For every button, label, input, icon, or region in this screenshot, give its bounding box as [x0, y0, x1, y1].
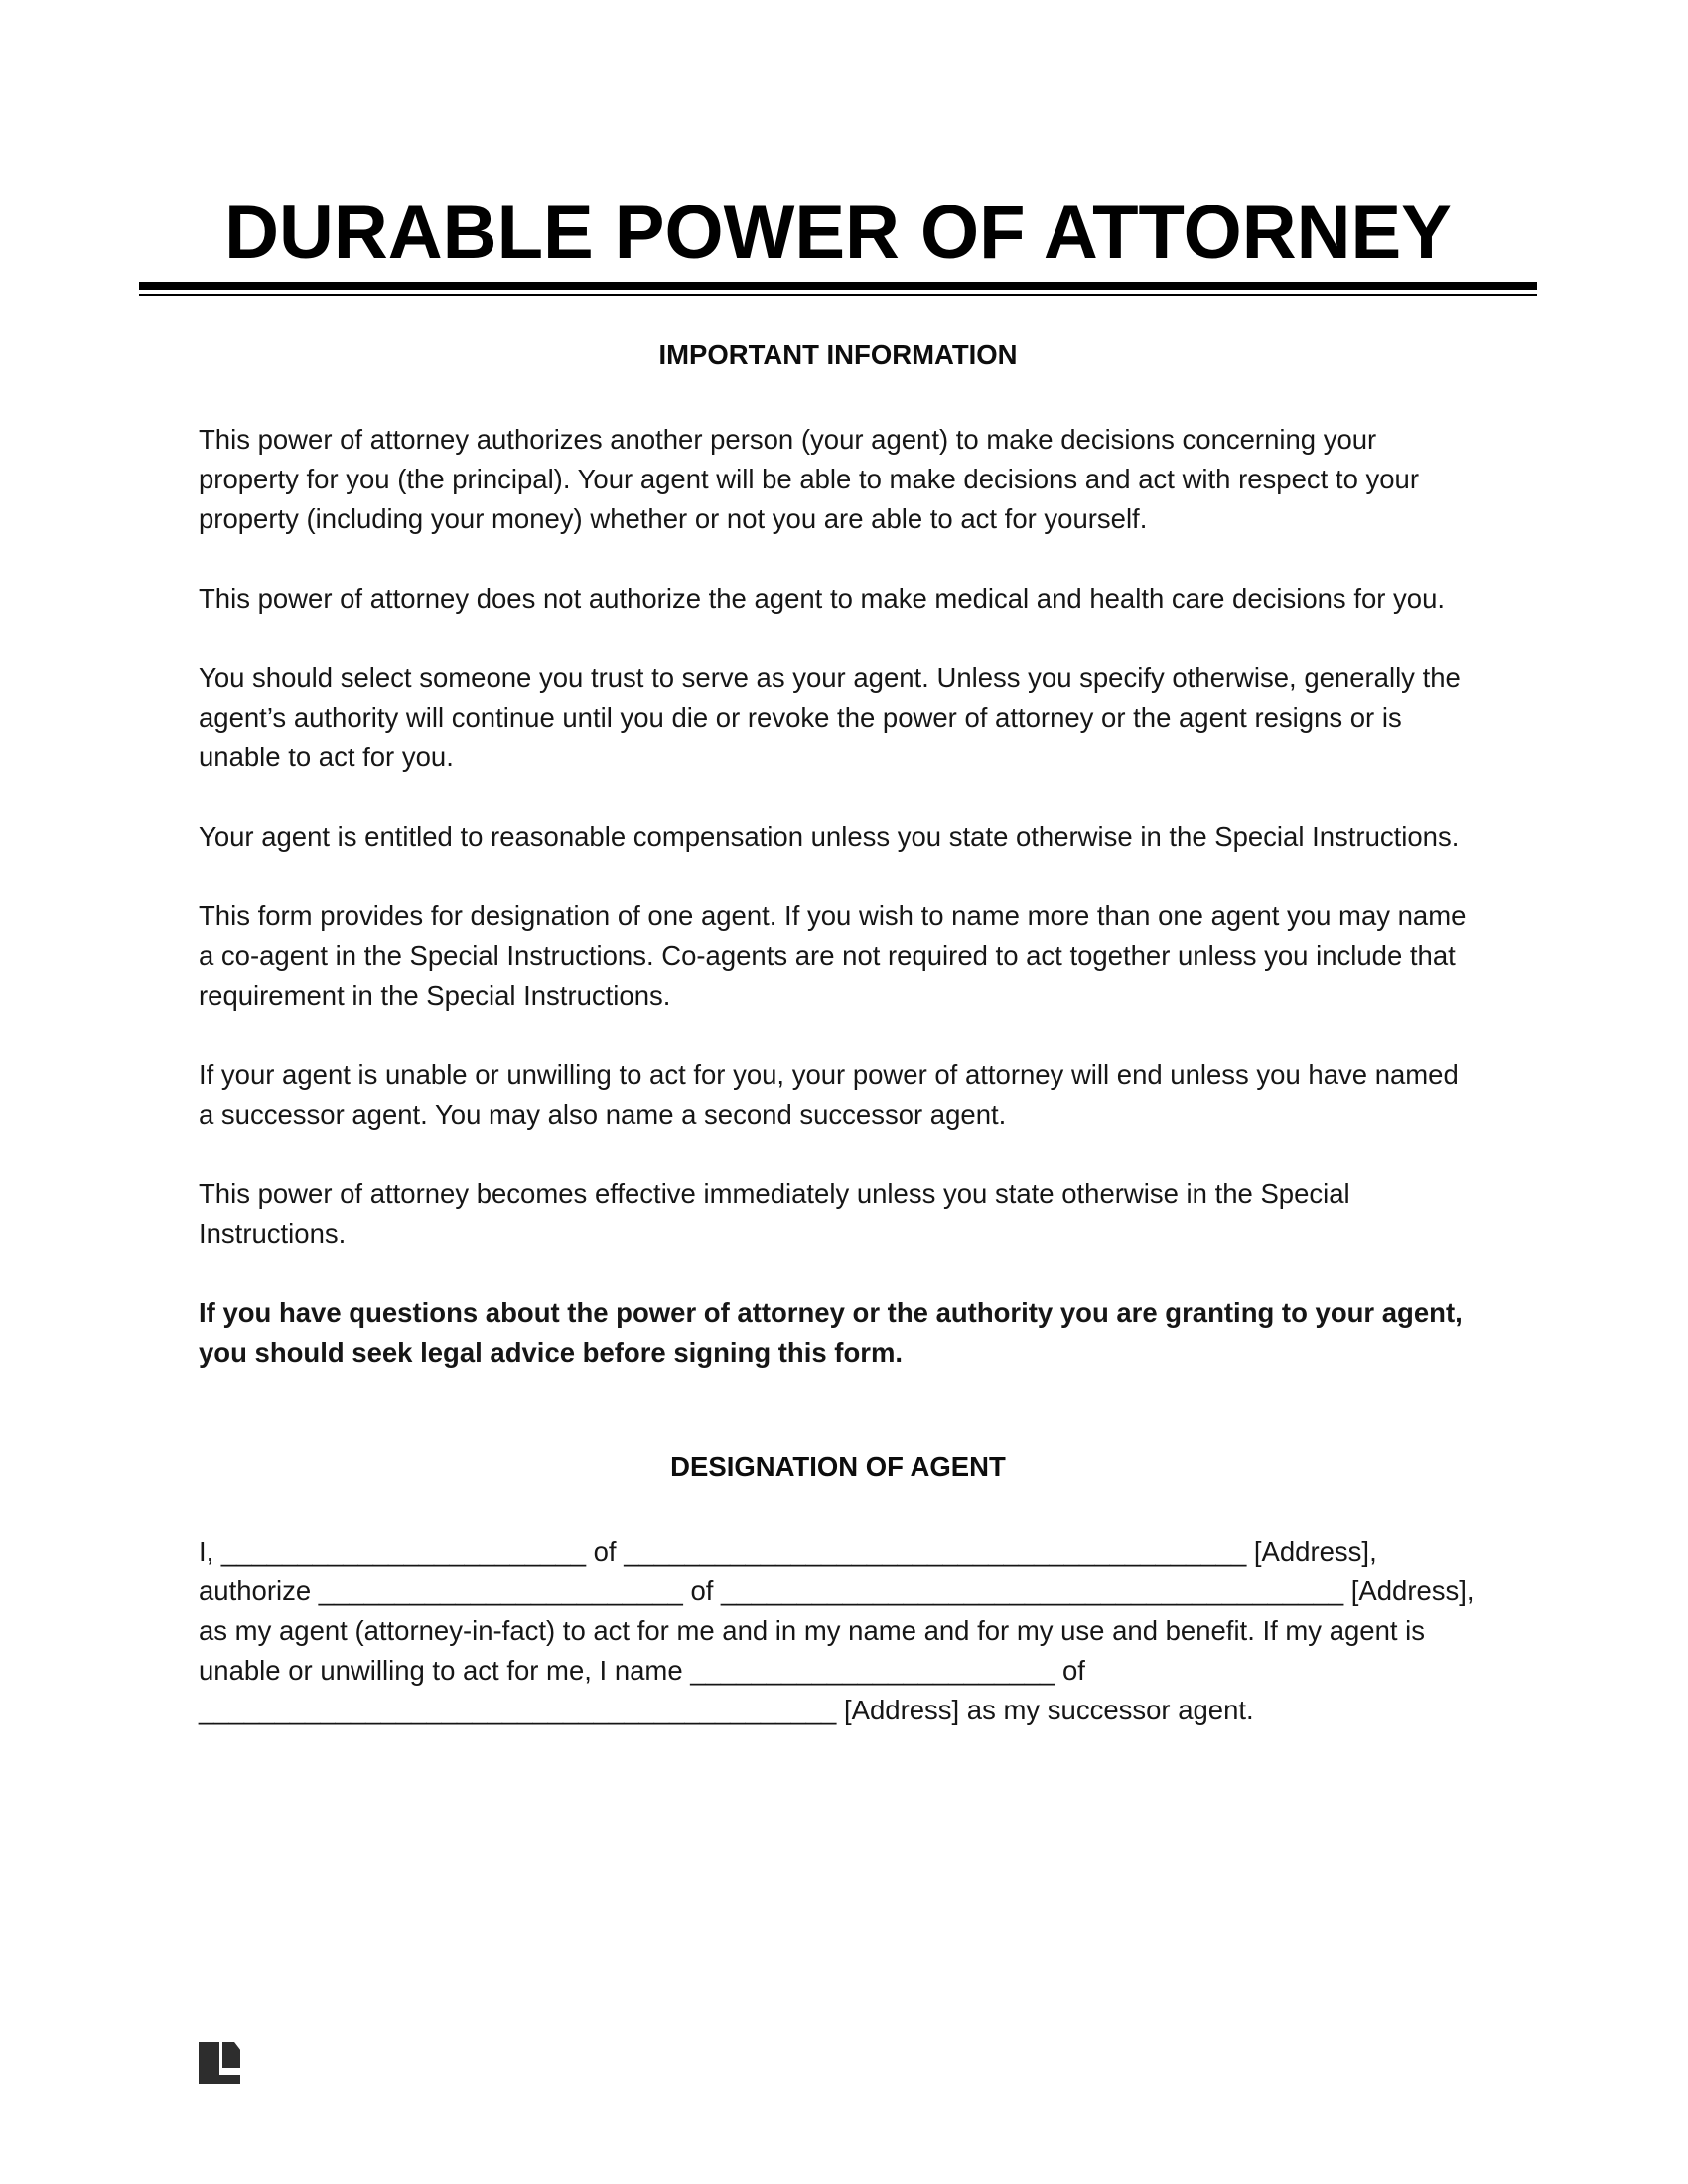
- document-title: DURABLE POWER OF ATTORNEY: [224, 191, 1452, 275]
- document-content: [199, 0, 1477, 1730]
- designation-of-agent-heading: DESIGNATION OF AGENT: [670, 1451, 1006, 1482]
- info-paragraph-4: Your agent is entitled to reasonable compensation unless you state otherwise in the Special Instructions.: [199, 821, 1460, 852]
- designation-paragraph: [199, 1532, 1477, 1730]
- title-divider-rule: [139, 282, 1537, 296]
- fill-in-line-successor-address: __________________________________________ [Address] as my successor agent.: [199, 1695, 1254, 1725]
- info-paragraph-6: If your agent is unable or unwilling to act for you, your power of attorney will end unless you have named a successor agent. You may also name a second successor agent.: [199, 1059, 1459, 1130]
- fill-in-line-agent: authorize ________________________ of _________________________________________ [Address],: [199, 1575, 1475, 1606]
- designation-of-agent-section: [199, 1447, 1477, 1730]
- fill-in-line-principal: I, ________________________ of _________________________________________ [Address],: [199, 1536, 1377, 1567]
- info-paragraph-3: You should select someone you trust to serve as your agent. Unless you specify otherwise, generally the agent’s authority will continue until you die or revoke the power of attorney or the agent resigns or is unable to act for you.: [199, 662, 1461, 772]
- info-paragraph-5: This form provides for designation of one agent. If you wish to name more than one agent you may name a co-agent in the Special Instructions. Co-agents are not required to act together unless you include that requirement in the Special Instructions.: [199, 900, 1467, 1011]
- info-paragraph-7: This power of attorney becomes effective immediately unless you state otherwise in the Special Instructions.: [199, 1178, 1350, 1249]
- fill-in-line-successor-name: unable or unwilling to act for me, I name ________________________ of: [199, 1655, 1085, 1686]
- legal-templates-logo: [199, 2042, 240, 2084]
- legal-advice-note: If you have questions about the power of attorney or the authority you are granting to your agent, you should seek legal advice before signing this form.: [199, 1297, 1463, 1368]
- info-paragraph-1: This power of attorney authorizes another person (your agent) to make decisions concerning your property for you (the principal). Your agent will be able to make decisions and act with respect to your property (including your money) whether or not you are able to act for yourself.: [199, 424, 1420, 534]
- important-information-section: [199, 336, 1477, 1373]
- important-information-heading: IMPORTANT INFORMATION: [658, 340, 1018, 370]
- document-header: [139, 0, 1537, 296]
- info-paragraph-2: This power of attorney does not authorize the agent to make medical and health care decisions for you.: [199, 583, 1446, 614]
- designation-text-line: as my agent (attorney-in-fact) to act for me and in my name and for my use and benefit. If my agent is: [199, 1615, 1426, 1646]
- logo-bottom-bar: [199, 2075, 240, 2084]
- logo-page-shape: [222, 2042, 240, 2068]
